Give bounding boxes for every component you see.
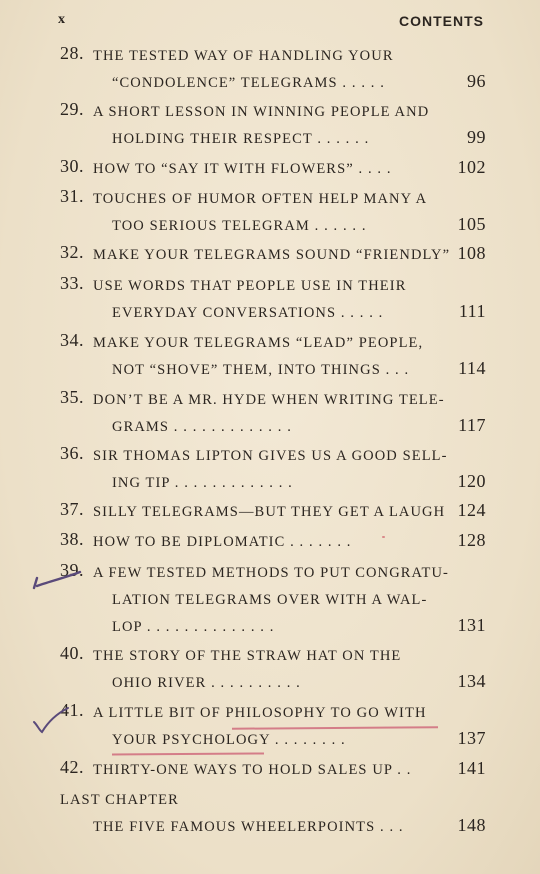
entry-page-number: 99 [467,127,486,147]
last-chapter-page-number: 148 [457,815,486,835]
entry-title-line: HOW TO BE DIPLOMATIC . . . . . . . [93,534,352,550]
entry-title-line: A SHORT LESSON IN WINNING PEOPLE AND [93,104,430,120]
entry-number: 33. [60,273,84,293]
entry-page-number: 117 [458,415,486,435]
entry-number: 39. [60,560,84,580]
entry-number: 41. [60,700,84,720]
entry-title-line: LOP . . . . . . . . . . . . . . [112,619,275,635]
entry-title-line: THE STORY OF THE STRAW HAT ON THE [93,648,402,664]
entry-page-number: 105 [457,214,486,234]
entry-title-line: GRAMS . . . . . . . . . . . . . [112,419,292,435]
entry-number: 38. [60,529,84,549]
entry-page-number: 120 [457,471,486,491]
entry-page-number: 134 [457,671,486,691]
entry-number: 35. [60,387,84,407]
entry-title-line: THIRTY-ONE WAYS TO HOLD SALES UP . . [93,762,412,778]
entry-page-number: 108 [457,243,486,263]
entry-title-line: HOW TO “SAY IT WITH FLOWERS” . . . . [93,161,392,177]
entry-number: 28. [60,43,84,63]
entry-page-number: 114 [458,358,486,378]
entry-title-line: SIR THOMAS LIPTON GIVES US A GOOD SELL- [93,448,448,464]
entry-title-line: YOUR PSYCHOLOGY . . . . . . . . [112,732,346,748]
entry-number: 42. [60,757,84,777]
entry-title-line: MAKE YOUR TELEGRAMS SOUND “FRIENDLY” [93,247,451,263]
entry-title-line: “CONDOLENCE” TELEGRAMS . . . . . [112,75,385,91]
entry-title-line: USE WORDS THAT PEOPLE USE IN THEIR [93,278,407,294]
pencil-check-mark-41 [30,704,80,736]
entry-title-line: TOO SERIOUS TELEGRAM . . . . . . [112,218,367,234]
entry-title-line: THE TESTED WAY OF HANDLING YOUR [93,48,394,64]
entry-number: 37. [60,499,84,519]
entry-number: 30. [60,156,84,176]
entry-number: 36. [60,443,84,463]
entry-title-line: NOT “SHOVE” THEM, INTO THINGS . . . [112,362,410,378]
entry-page-number: 128 [457,530,486,550]
running-head: CONTENTS [399,13,484,29]
entry-title-line: DON’T BE A MR. HYDE WHEN WRITING TELE- [93,392,445,408]
entry-page-number: 131 [457,615,486,635]
entry-page-number: 141 [457,758,486,778]
entry-number: 34. [60,330,84,350]
last-chapter-label: LAST CHAPTER [60,792,179,808]
stray-ink-dot [382,536,385,538]
entry-title-line: ING TIP . . . . . . . . . . . . . [112,475,293,491]
entry-number: 29. [60,99,84,119]
entry-number: 40. [60,643,84,663]
entry-title-line: LATION TELEGRAMS OVER WITH A WAL- [112,592,428,608]
entry-number: 32. [60,242,84,262]
entry-page-number: 102 [457,157,486,177]
entry-page-number: 137 [457,728,486,748]
entry-title-line: MAKE YOUR TELEGRAMS “LEAD” PEOPLE, [93,335,424,351]
pink-underline-philosophy [232,726,438,729]
entry-number: 31. [60,186,84,206]
last-chapter-title: THE FIVE FAMOUS WHEELERPOINTS . . . [93,819,404,835]
entry-title-line: TOUCHES OF HUMOR OFTEN HELP MANY A [93,191,428,207]
entry-title-line: EVERYDAY CONVERSATIONS . . . . . [112,305,384,321]
pink-underline-psychology [112,752,264,755]
entry-title-line: A LITTLE BIT OF PHILOSOPHY TO GO WITH [93,705,427,721]
entry-title-line: SILLY TELEGRAMS—BUT THEY GET A LAUGH [93,504,446,520]
entry-page-number: 111 [458,301,486,321]
entry-title-line: HOLDING THEIR RESPECT . . . . . . [112,131,370,147]
entry-page-number: 96 [467,71,486,91]
entry-page-number: 124 [457,500,486,520]
entry-title-line: A FEW TESTED METHODS TO PUT CONGRATU- [93,565,449,581]
pencil-check-mark-39 [30,566,90,594]
page-folio: x [58,12,66,27]
entry-title-line: OHIO RIVER . . . . . . . . . . [112,675,301,691]
